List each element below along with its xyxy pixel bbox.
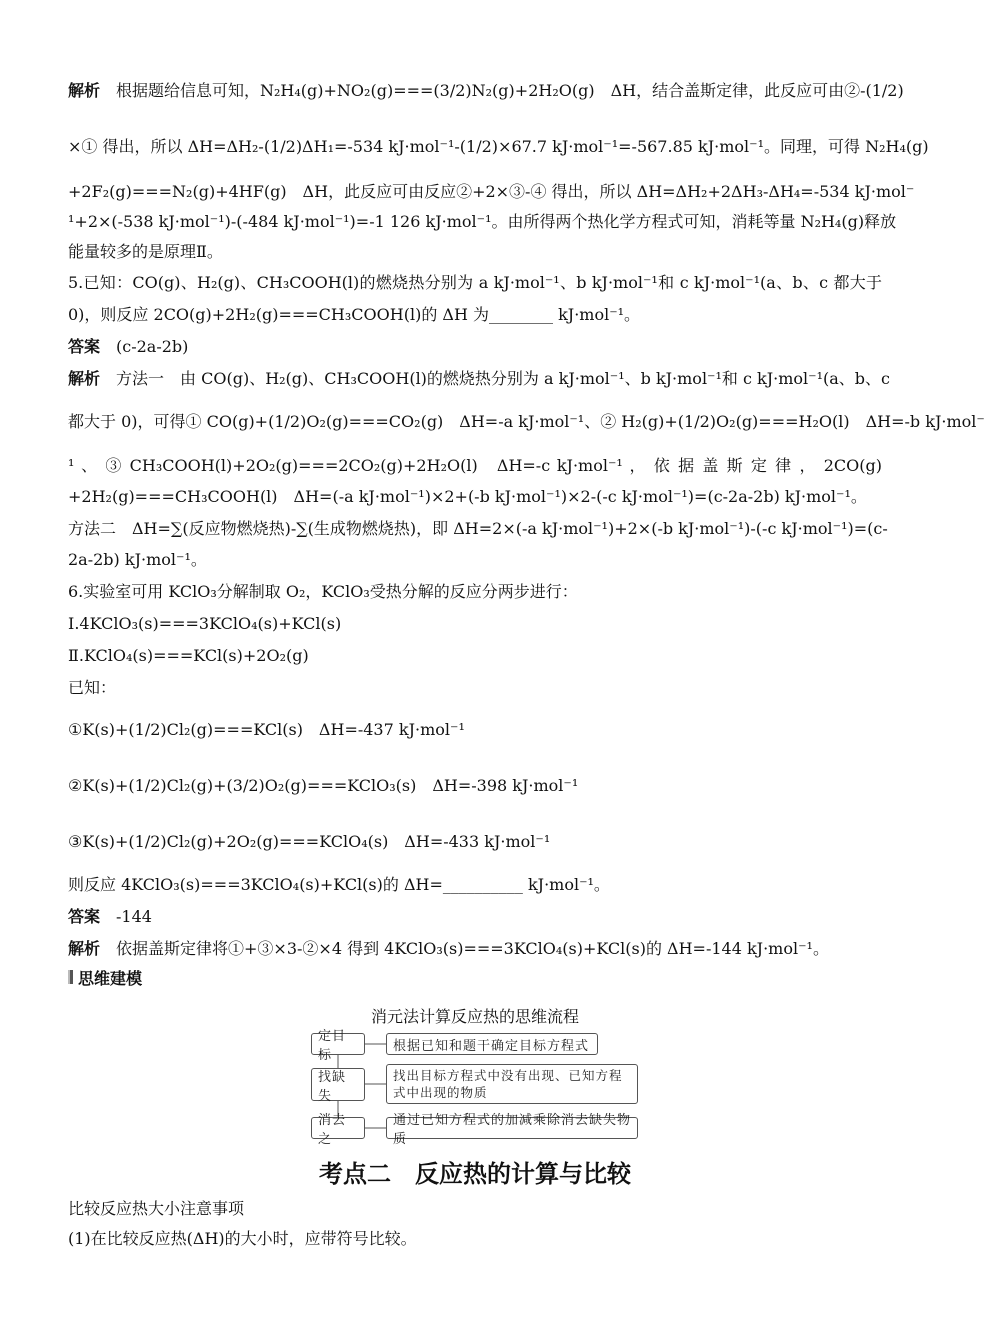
body-line-2: (1)在比较反应热(ΔH)的大小时，应带符号比较。 <box>68 1229 417 1248</box>
question-6-eq-1: ①K(s)+(1/2)Cl₂(g)===KCl(s) ΔH=-437 kJ·mol⁻¹ <box>68 720 465 739</box>
flow-step-3-desc: 通过已知方程式的加减乘除消去缺失物质 <box>386 1117 638 1139</box>
analysis-5-line-1 <box>68 368 891 390</box>
label-daan: 答案 <box>68 907 101 926</box>
label-jiexi: 解析 <box>68 369 101 388</box>
question-6-known: 已知： <box>68 678 117 697</box>
flowchart-title: 消元法计算反应热的思维流程 <box>370 1007 579 1026</box>
analysis-line-3: +2F₂(g)===N₂(g)+4HF(g) ΔH，此反应可由反应②+2×③-④ 得出，所以 ΔH=ΔH₂+2ΔH₃-ΔH₄=-534 kJ·mol⁻ <box>68 182 915 201</box>
label-daan: 答案 <box>68 337 101 356</box>
analysis-line-5: 能量较多的是原理Ⅱ。 <box>68 242 223 261</box>
analysis-line-4: ¹+2×(-538 kJ·mol⁻¹)-(-484 kJ·mol⁻¹)=-1 126 kJ·mol⁻¹。由所得两个热化学方程式可知，消耗等量 N₂H₄(g)释放 <box>68 212 897 231</box>
flow-step-2-desc: 找出目标方程式中没有出现、已知方程式中出现的物质 <box>386 1064 638 1104</box>
heading-bar-icon <box>68 970 73 984</box>
question-6-eq-3: ③K(s)+(1/2)Cl₂(g)+2O₂(g)===KClO₄(s) ΔH=-433 kJ·mol⁻¹ <box>68 832 551 851</box>
question-6-ask: 则反应 4KClO₃(s)===3KClO₄(s)+KCl(s)的 ΔH=__________ kJ·mol⁻¹。 <box>68 875 610 894</box>
answer-6 <box>68 906 882 928</box>
flow-step-1-desc: 根据已知和题干确定目标方程式 <box>386 1033 598 1055</box>
flow-step-1-label: 定目标 <box>311 1033 365 1055</box>
question-6-line-1: 6.实验室可用 KClO₃分解制取 O₂，KClO₃受热分解的反应分两步进行： <box>68 582 578 601</box>
analysis-5-line-4: +2H₂(g)===CH₃COOH(l) ΔH=(-a kJ·mol⁻¹)×2+(-b kJ·mol⁻¹)×2-(-c kJ·mol⁻¹)=(c-2a-2b) kJ·mol⁻¹。 <box>68 487 867 506</box>
text: 方法一 由 CO(g)、H₂(g)、CH₃COOH(l)的燃烧热分别为 a kJ·mol⁻¹、b kJ·mol⁻¹和 c kJ·mol⁻¹(a、b、c <box>100 369 891 388</box>
text: -144 <box>100 907 152 926</box>
question-6-step-2: Ⅱ.KClO₄(s)===KCl(s)+2O₂(g) <box>68 646 309 665</box>
text: (c-2a-2b) <box>100 337 189 356</box>
analysis-6 <box>68 938 882 960</box>
flow-step-2-label: 找缺失 <box>311 1068 365 1101</box>
heading-text: 思维建模 <box>78 968 143 988</box>
question-6-step-1: Ⅰ.4KClO₃(s)===3KClO₄(s)+KCl(s) <box>68 614 342 633</box>
question-5-line-2: 0)，则反应 2CO(g)+2H₂(g)===CH₃COOH(l)的 ΔH 为________ kJ·mol⁻¹。 <box>68 305 641 324</box>
analysis-5-line-6: 2a-2b) kJ·mol⁻¹。 <box>68 550 207 569</box>
analysis-line-2: ×① 得出，所以 ΔH=ΔH₂-(1/2)ΔH₁=-534 kJ·mol⁻¹-(1/2)×67.7 kJ·mol⁻¹=-567.85 kJ·mol⁻¹。同理，可得 N₂H₄(g) <box>68 137 929 156</box>
text: 依据盖斯定律将①+③×3-②×4 得到 4KClO₃(s)===3KClO₄(s)+KCl(s)的 ΔH=-144 kJ·mol⁻¹。 <box>100 939 829 958</box>
label-jiexi: 解析 <box>68 81 101 100</box>
analysis-5-line-2: 都大于 0)，可得① CO(g)+(1/2)O₂(g)===CO₂(g) ΔH=-a kJ·mol⁻¹、② H₂(g)+(1/2)O₂(g)===H₂O(l) ΔH=-b kJ·mol⁻ <box>68 412 985 431</box>
analysis-line-1 <box>68 80 904 102</box>
label-jiexi: 解析 <box>68 939 101 958</box>
analysis-5-line-5: 方法二 ΔH=∑(反应物燃烧热)-∑(生成物燃烧热)，即 ΔH=2×(-a kJ·mol⁻¹)+2×(-b kJ·mol⁻¹)-(-c kJ·mol⁻¹)=(c- <box>68 519 888 538</box>
section-title: 考点二 反应热的计算与比较 <box>319 1160 631 1188</box>
flow-step-3-label: 消去之 <box>311 1117 365 1139</box>
text: 根据题给信息可知，N₂H₄(g)+NO₂(g)===(3/2)N₂(g)+2H₂O(g) ΔH，结合盖斯定律，此反应可由②-(1/2) <box>100 81 904 100</box>
analysis-5-line-3: ¹ 、 ③ CH₃COOH(l)+2O₂(g)===2CO₂(g)+2H₂O(l) ΔH=-c kJ·mol⁻¹ ， 依 据 盖 斯 定 律 ， 2CO(g) <box>68 456 882 475</box>
question-5-line-1: 5.已知：CO(g)、H₂(g)、CH₃COOH(l)的燃烧热分别为 a kJ·mol⁻¹、b kJ·mol⁻¹和 c kJ·mol⁻¹(a、b、c 都大于 <box>68 273 882 292</box>
body-line-1: 比较反应热大小注意事项 <box>68 1199 245 1218</box>
thinking-model-heading <box>68 966 142 988</box>
question-6-eq-2: ②K(s)+(1/2)Cl₂(g)+(3/2)O₂(g)===KClO₃(s) ΔH=-398 kJ·mol⁻¹ <box>68 776 579 795</box>
answer-5 <box>68 336 882 358</box>
